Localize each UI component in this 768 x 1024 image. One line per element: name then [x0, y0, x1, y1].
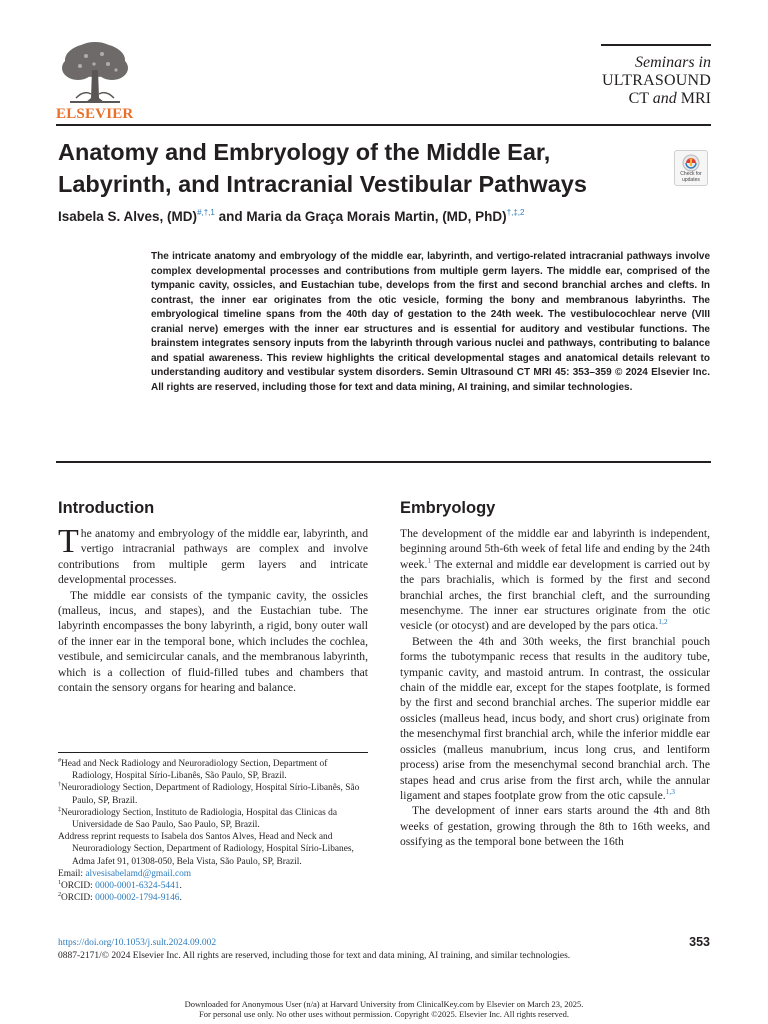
- footnote-text: Head and Neck Radiology and Neuroradiology Section, Department of Radiology, Hospital Sírio-Libanês, São Paulo, SP, Brazil.: [61, 759, 328, 782]
- footnote-email: [58, 868, 368, 880]
- journal-ct: CT: [628, 90, 649, 107]
- footnote-mark: †: [58, 782, 61, 789]
- author-line: [58, 208, 678, 226]
- footnote-affiliation-1: [58, 758, 368, 782]
- journal-title: [601, 44, 711, 116]
- tree-icon: [56, 40, 134, 106]
- journal-title-line3: [601, 90, 711, 108]
- drop-cap: T: [58, 523, 79, 560]
- introduction-paragraph-1-text: he anatomy and embryology of the middle ear, labyrinth, and vertigo intracranial pathways are complex and involve contributions from multiple germ layers and intricate developmental processes.: [58, 527, 368, 587]
- title-line-2: Labyrinth, and Intracranial Vestibular Pathways: [58, 171, 587, 197]
- download-notice-line-2: For personal use only. No other uses without permission. Copyright ©2025. Elsevier Inc. All rights reserved.: [199, 1009, 569, 1019]
- email-label: Email:: [58, 868, 86, 879]
- embryology-paragraph-1b: The external and middle ear development is carried out by the pars brachialis, which is formed by the first and second branchial arches, the first branchial cleft, and the surrounding mesenchyme. The inner ear structures originate from the otic vesicle (or otocyst) and are developed by the pars otica.: [400, 557, 710, 633]
- publisher-name: ELSEVIER: [56, 106, 134, 122]
- embryology-paragraph-2-text: Between the 4th and 30th weeks, the first branchial pouch forms the tubotympanic recess that results in the auditory tube, tympanic cavity, and mastoid antrum. In contrast, the ossicular chain of the middle ear, except for the stapes footplate, is formed by the first and second branchial arches. The superior middle ear ossicles (malleus head, incus body, and short crus) originate from the mesenchymal first branchial arch, while the inferior middle ear ossicles (malleus manubrium, incus long crus, and lentiform process) arise from the mesenchymal second branchial arch. The stapes head and crus arise from the first arch, while the annular ligament and stapes footplate grow from the otic capsule.: [400, 634, 710, 802]
- introduction-body: [58, 523, 368, 695]
- footnote-text: Address reprint requests to Isabela dos Santos Alves, Head and Neck and Neuroradiology Section, Department of Radiology, Hospital Sírio-Libanes, Adma Jafet 91, 01308-050, Bela Vista, São Paulo, SP, Brazil.: [58, 832, 354, 867]
- download-notice-line-1: Downloaded for Anonymous User (n/a) at Harvard University from ClinicalKey.com by Elsevier on March 23, 2025.: [184, 999, 584, 1009]
- page-number: 353: [689, 935, 710, 949]
- introduction-paragraph-2: The middle ear consists of the tympanic cavity, the ossicles (malleus, incus, and stapes), and the Eustachian tube. The labyrinth encompasses the bony labyrinth, a rigid, bony outer wall of the inner ear in the temporal bone, which includes the cochlea, vestibule, and semicircular canals, and the membranous labyrinth, which is a collection of fluid-filled tubes and chambers that contain the sensory organs for hearing and balance.: [58, 588, 368, 695]
- orcid-period: .: [179, 893, 182, 904]
- orcid-period: .: [179, 881, 182, 892]
- footnote-text: Neuroradiology Section, Department of Radiology, Hospital Sírio-Libanês, São Paulo, SP, Brazil.: [61, 783, 360, 806]
- footnote-affiliation-3: [58, 807, 368, 831]
- footnote-mark: ‡: [58, 806, 61, 813]
- footnote-orcid-2: [58, 892, 368, 904]
- embryology-paragraph-1: [400, 526, 710, 634]
- author-1: Isabela S. Alves, (MD): [58, 209, 198, 224]
- embryology-paragraph-2: [400, 634, 710, 803]
- footnote-affiliation-2: [58, 782, 368, 806]
- header-rule: [56, 124, 711, 126]
- footnote-mark: #: [58, 758, 61, 764]
- journal-title-line2: ULTRASOUND: [602, 72, 711, 89]
- journal-mri: MRI: [680, 90, 711, 107]
- introduction-paragraph-1: [58, 523, 368, 588]
- footnote-mark: 1: [58, 880, 61, 887]
- author-1-affiliation-marks[interactable]: #,†,1: [197, 208, 215, 217]
- copyright-line: 0887-2171/© 2024 Elsevier Inc. All rights are reserved, including those for text and data mining, AI training, and similar technologies.: [58, 951, 571, 961]
- orcid-label: ORCID:: [61, 893, 96, 904]
- email-link[interactable]: alvesisabelamd@gmail.com: [85, 868, 192, 879]
- footnote-orcid-1: [58, 880, 368, 892]
- article-title: [58, 136, 658, 200]
- citation-ref[interactable]: 1: [427, 555, 432, 565]
- left-column: [58, 498, 368, 695]
- orcid-link-2[interactable]: 0000-0002-1794-9146: [95, 893, 180, 904]
- embryology-heading: Embryology: [400, 499, 496, 517]
- citation-ref[interactable]: 1,3: [665, 786, 675, 796]
- crossmark-label-1: Check for: [680, 171, 702, 177]
- journal-and: and: [652, 90, 677, 107]
- footnote-mark: 2: [58, 892, 61, 899]
- embryology-paragraph-1a: The development of the middle ear and labyrinth is independent, beginning around 5th-6th week of fetal life and ending by the 24th week.: [400, 527, 710, 571]
- author-2: Maria da Graça Morais Martin, (MD, PhD): [246, 209, 507, 224]
- title-line-1: Anatomy and Embryology of the Middle Ear,: [58, 139, 551, 165]
- embryology-paragraph-3: The development of inner ears starts around the 4th and 8th weeks of gestation, growing through the 8th to 16th weeks, and ossifying as the temporal bone between the 16th: [400, 804, 710, 849]
- citation-ref[interactable]: 1,2: [658, 617, 668, 627]
- abstract-rule: [56, 461, 711, 463]
- footnotes: [58, 752, 368, 904]
- journal-title-line1: Seminars in: [635, 54, 711, 71]
- author-2-affiliation-marks[interactable]: †,‡,2: [506, 208, 525, 217]
- author-join: and: [214, 209, 247, 224]
- footnote-reprint-address: [58, 831, 368, 868]
- footnote-text: Neuroradiology Section, Instituto de Radiologia, Hospital das Clinicas da Universidade de Sao Paulo, Sao Paulo, SP, Brazil.: [61, 807, 337, 831]
- abstract: The intricate anatomy and embryology of the middle ear, labyrinth, and vertigo-related intracranial pathways involve complex developmental processes and contributions from multiple germ layers. The middle ear, comprised of the tympanic cavity, ossicles, and Eustachian tube, develops from the first and second branchial arches and clefts. In contrast, the inner ear originates from the otic vesicle, forming the bony and membranous labyrinths. The embryological timeline spans from the 40th day of gestation to the 24th week. The vestibulocochlear nerve (VIII cranial nerve) emerges with the inner ear structures and is essential for auditory and vestibular functions. The brainstem integrates sensory inputs from the labyrinth through various nuclei and pathways, contributing to balance and spatial awareness. This review highlights the critical developmental stages and anatomical details relevant to understanding auditory and vestibular system disorders. Semin Ultrasound CT MRI 45: 353–359 © 2024 Elsevier Inc. All rights are reserved, including those for text and data mining, AI training, and similar technologies.: [151, 251, 710, 393]
- orcid-link-1[interactable]: 0000-0001-6324-5441: [95, 881, 180, 892]
- right-column: [400, 498, 710, 850]
- introduction-heading: Introduction: [58, 499, 155, 517]
- doi-link[interactable]: https://doi.org/10.1053/j.sult.2024.09.002: [58, 938, 217, 948]
- crossmark-label-2: updates: [682, 176, 700, 183]
- embryology-body: [400, 526, 710, 850]
- orcid-label: ORCID:: [61, 881, 96, 892]
- check-for-updates-badge[interactable]: [674, 150, 708, 186]
- crossmark-icon: [682, 154, 700, 172]
